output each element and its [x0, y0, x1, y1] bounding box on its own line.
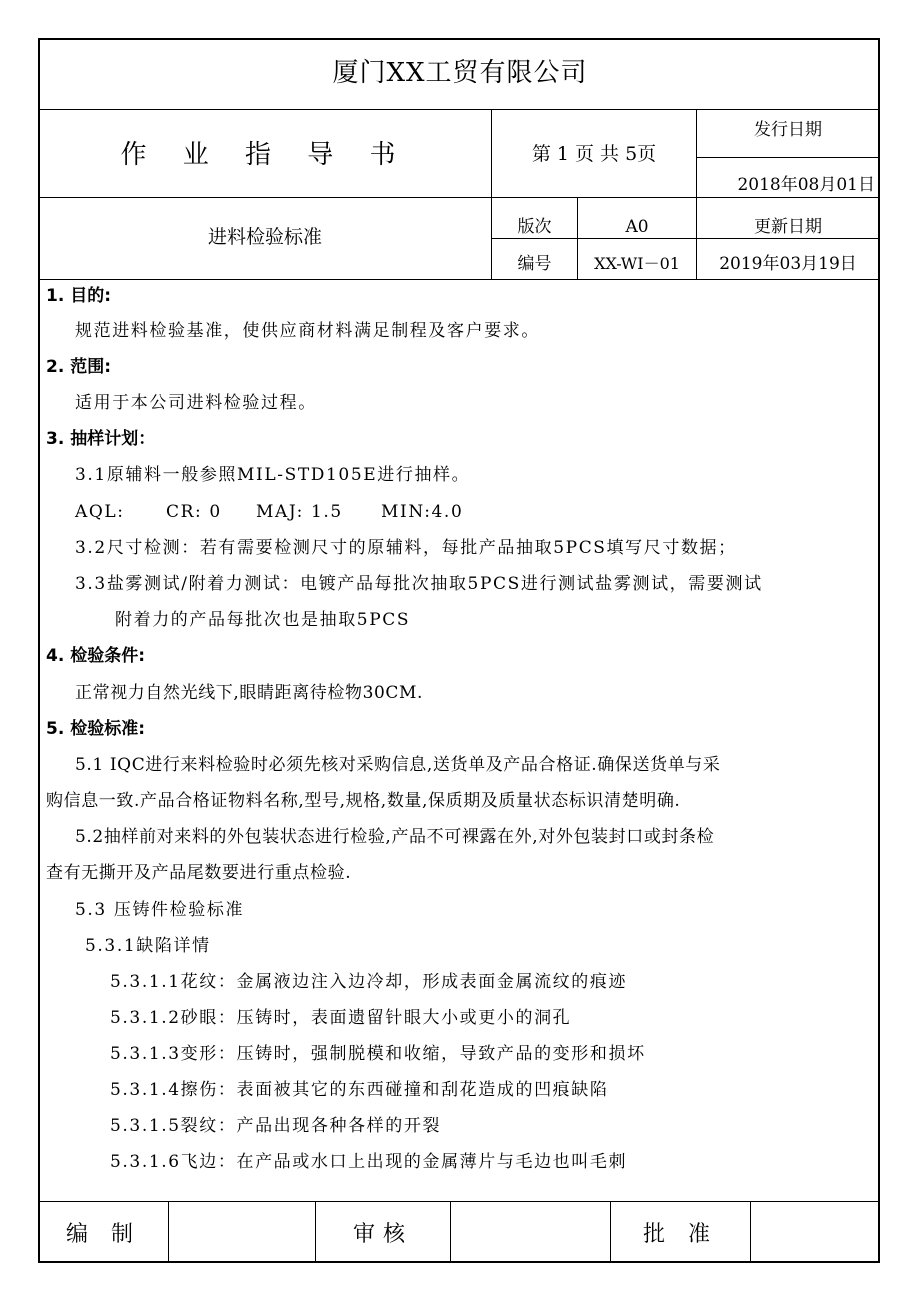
subsection-title: 5.3.1缺陷详情 [85, 936, 211, 956]
body-line: 规范进料检验基准，使供应商材料满足制程及客户要求。 [75, 321, 540, 341]
page-info: 第 1 页 共 5页 [531, 143, 657, 165]
update-date-label: 更新日期 [754, 217, 822, 237]
prepared-by-field[interactable] [169, 1202, 315, 1262]
header-divider [39, 197, 879, 198]
defect-item: 5.3.1.6飞边：在产品或水口上出现的金属薄片与毛边也叫毛刺 [110, 1152, 628, 1172]
prepared-by-label: 编 制 [66, 1222, 141, 1247]
section-title: 5. 检验标准: [46, 719, 146, 739]
header-divider [39, 109, 879, 110]
issue-date: 2018年08月01日 [737, 175, 875, 195]
update-date: 2019年03月19日 [719, 254, 857, 274]
aql-label: AQL: [75, 502, 125, 522]
reviewed-by-label: 审核 [352, 1222, 413, 1247]
body-line: 5.1 IQC进行来料检验时必须先核对采购信息,送货单及产品合格证.确保送货单与采 [75, 755, 721, 775]
subsection-title: 5.3 压铸件检验标准 [75, 900, 245, 920]
defect-item: 5.3.1.2砂眼：压铸时，表面遗留针眼大小或更小的洞孔 [110, 1008, 572, 1028]
body-line: 3.1原辅料一般参照MIL-STD105E进行抽样。 [75, 465, 471, 485]
document-title: 作 业 指 导 书 [120, 140, 410, 170]
version-label: 版次 [517, 217, 552, 237]
header-divider [492, 238, 879, 239]
section-title: 1. 目的: [46, 286, 112, 306]
defect-item: 5.3.1.3变形：压铸时，强制脱模和收缩，导致产品的变形和损坏 [110, 1044, 646, 1064]
defect-item: 5.3.1.1花纹：金属液边注入边冷却，形成表面金属流纹的痕迹 [110, 972, 628, 992]
section-title: 4. 检验条件: [46, 646, 146, 666]
document-number: XX-WI－01 [594, 254, 680, 273]
defect-item: 5.3.1.4擦伤：表面被其它的东西碰撞和刮花造成的凹痕缺陷 [110, 1080, 609, 1100]
body-line: 5.2抽样前对来料的外包装状态进行检验,产品不可裸露在外,对外包装封口或封条检 [75, 827, 715, 847]
header-divider [39, 279, 879, 280]
body-line: 正常视力自然光线下,眼睛距离待检物30CM. [75, 683, 424, 703]
approved-by-field[interactable] [751, 1202, 879, 1262]
body-line: 查有无撕开及产品尾数要进行重点检验. [46, 863, 352, 883]
header-col-divider [491, 110, 492, 279]
company-name: 厦门XX工贸有限公司 [332, 58, 588, 88]
document-subject: 进料检验标准 [207, 226, 322, 248]
aql-cr: CR: 0 [166, 502, 222, 522]
body-line: 附着力的产品每批次也是抽取5PCS [115, 610, 411, 630]
body-line: 3.3盐雾测试/附着力测试：电镀产品每批次抽取5PCS进行测试盐雾测试，需要测试 [75, 574, 763, 594]
approved-by-label: 批 准 [643, 1222, 718, 1247]
number-label: 编号 [517, 254, 552, 274]
section-title: 2. 范围: [46, 357, 112, 377]
issue-date-label: 发行日期 [754, 120, 822, 140]
aql-min: MIN:4.0 [381, 502, 464, 522]
version-value: A0 [625, 217, 649, 237]
section-title: 3. 抽样计划： [46, 429, 156, 449]
aql-maj: MAJ: 1.5 [256, 502, 343, 522]
body-line: 适用于本公司进料检验过程。 [75, 393, 317, 413]
body-line: 购信息一致.产品合格证物料名称,型号,规格,数量,保质期及质量状态标识清楚明确. [46, 791, 681, 811]
defect-item: 5.3.1.5裂纹：产品出现各种各样的开裂 [110, 1116, 442, 1136]
body-line: 3.2尺寸检测：若有需要检测尺寸的原辅料，每批产品抽取5PCS填写尺寸数据； [75, 538, 737, 558]
reviewed-by-field[interactable] [451, 1202, 610, 1262]
header-divider [697, 157, 879, 158]
